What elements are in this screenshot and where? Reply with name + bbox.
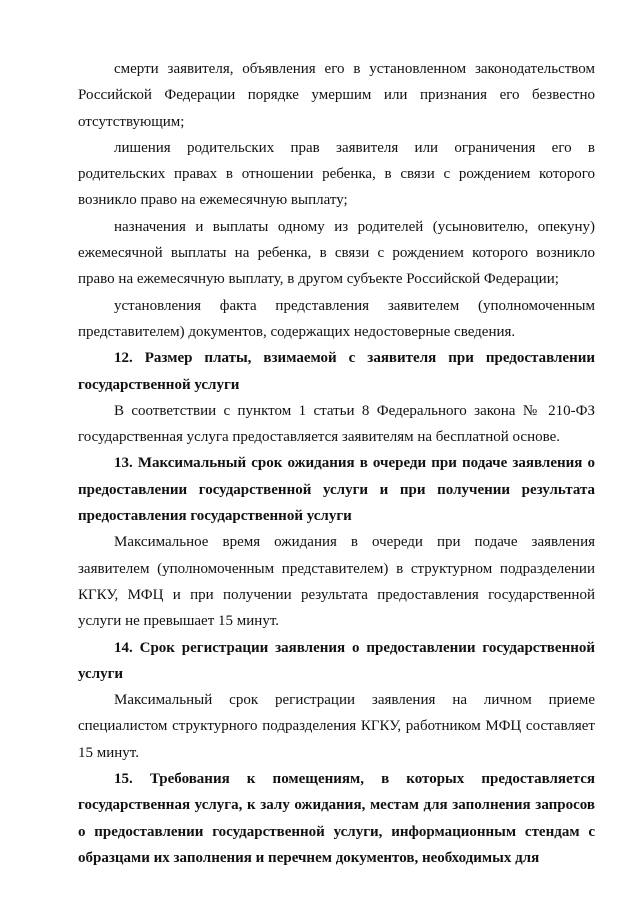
paragraph-death-of-applicant: смерти заявителя, объявления его в установленном законодательством Российской Федерации порядке умершим или признания его безвестно отсутствующим; xyxy=(78,61,595,130)
paragraph-false-documents: установления факта представления заявителем (уполномоченным представителем) документов, содержащих недостоверные сведения. xyxy=(78,297,595,340)
paragraph-max-waiting-time: Максимальное время ожидания в очереди при подаче заявления заявителем (уполномоченным представителем) в структурном подразделении КГКУ, МФЦ и при получении результата предоставления государственной услуги не превышает 15 минут. xyxy=(78,534,595,630)
paragraph-payment-other-region: назначения и выплаты одному из родителей (усыновителю, опекуну) ежемесячной выплаты на ребенка, в связи с рождением которого возникло право на ежемесячную выплату, в другом субъекте Российской Федерации; xyxy=(78,218,595,288)
section-heading-14: 14. Срок регистрации заявления о предоставлении государственной услуги xyxy=(78,639,595,682)
paragraph-free-of-charge: В соответствии с пунктом 1 статьи 8 Федерального закона № 210-ФЗ государственная услуга предоставляется заявителям на бесплатной основе. xyxy=(78,402,595,446)
section-heading-13: 13. Максимальный срок ожидания в очереди при подаче заявления о предоставлении государственной услуги и при получении результата предоставления государственной услуги xyxy=(78,455,595,525)
document-page xyxy=(78,56,595,871)
paragraph-parental-rights: лишения родительских прав заявителя или ограничения его в родительских правах в отношении ребенка, в связи с рождением которого возникло право на ежемесячную выплату; xyxy=(78,139,595,209)
paragraph-registration-time: Максимальный срок регистрации заявления на личном приеме специалистом структурного подразделения КГКУ, работником МФЦ составляет 15 минут. xyxy=(78,692,595,761)
section-heading-15: 15. Требования к помещениям, в которых предоставляется государственная услуга, к залу ожидания, местам для заполнения запросов о предоставлении государственной услуги, информационным стендам с образцами их заполнения и перечнем документов, необходимых для xyxy=(78,771,595,866)
section-heading-12: 12. Размер платы, взимаемой с заявителя при предоставлении государственной услуги xyxy=(78,350,595,393)
